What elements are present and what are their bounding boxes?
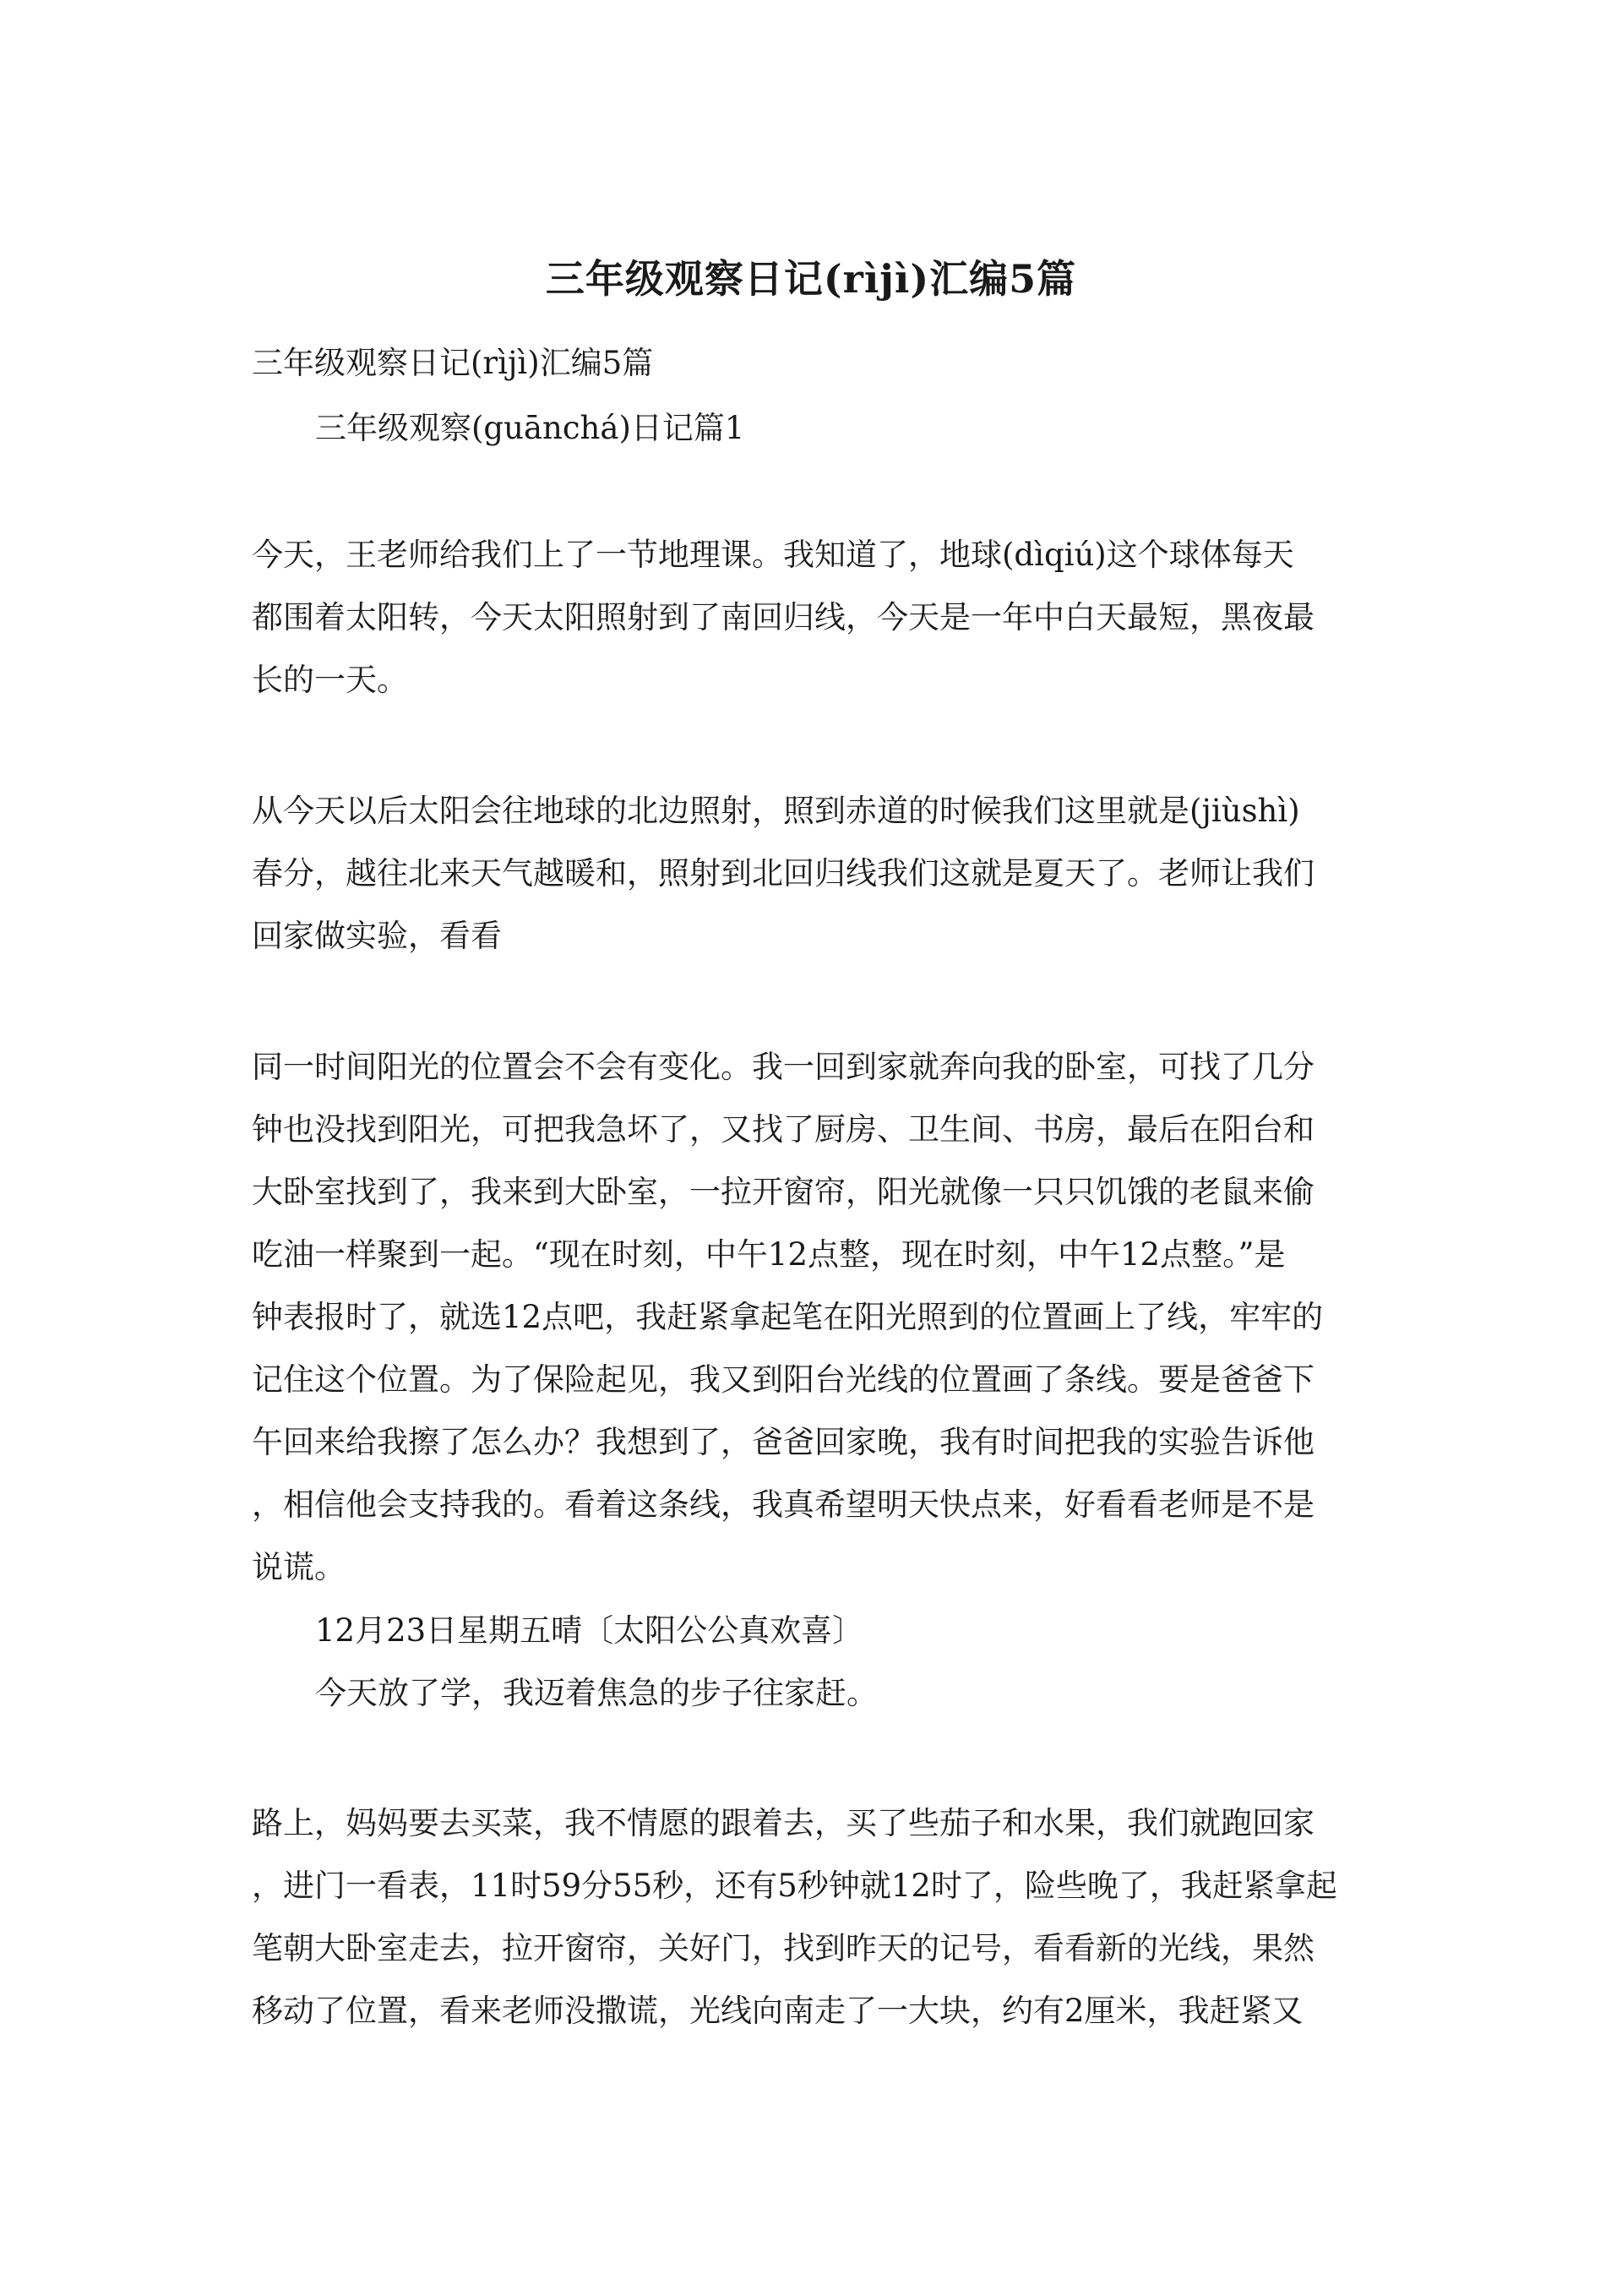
section-heading: 三年级观察(guānchá)日记篇1 (315, 410, 745, 446)
paragraph-line: ，进门一看表，11时59分55秒，还有5秒钟就12时了，险些晚了，我赶紧拿起 (252, 1868, 1337, 1904)
paragraph-line: 午回来给我擦了怎么办？我想到了，爸爸回家晚，我有时间把我的实验告诉他 (252, 1424, 1314, 1460)
paragraph-line: 今天，王老师给我们上了一节地理课。我知道了，地球(dìqiú)这个球体每天 (252, 537, 1294, 573)
paragraph-line: 回家做实验，看看 (252, 918, 502, 954)
paragraph-line: 长的一天。 (252, 662, 408, 698)
document-title: 三年级观察日记(rìjì)汇编5篇 (545, 256, 1077, 302)
paragraph-line: 从今天以后太阳会往地球的北边照射，照到赤道的时候我们这里就是(jiùshì) (252, 793, 1300, 829)
paragraph-line: 春分，越往北来天气越暖和，照射到北回归线我们这就是夏天了。老师让我们 (252, 855, 1314, 892)
paragraph-line: 吃油一样聚到一起。“现在时刻，中午12点整，现在时刻，中午12点整。”是 (252, 1236, 1286, 1273)
paragraph-line: 都围着太阳转，今天太阳照射到了南回归线，今天是一年中白天最短，黑夜最 (252, 599, 1314, 635)
date-line: 12月23日星期五晴〔太阳公公真欢喜〕 (315, 1612, 864, 1649)
paragraph-line: 路上，妈妈要去买菜，我不情愿的跟着去，买了些茄子和水果，我们就跑回家 (252, 1805, 1314, 1841)
document-subtitle: 三年级观察日记(rìjì)汇编5篇 (252, 345, 654, 381)
paragraph-line: 钟表报时了，就选12点吧，我赶紧拿起笔在阳光照到的位置画上了线，牢牢的 (252, 1299, 1324, 1335)
paragraph-line: 大卧室找到了，我来到大卧室，一拉开窗帘，阳光就像一只只饥饿的老鼠来偷 (252, 1174, 1314, 1210)
paragraph-line: ，相信他会支持我的。看着这条线，我真希望明天快点来，好看看老师是不是 (252, 1486, 1314, 1523)
paragraph-line: 同一时间阳光的位置会不会有变化。我一回到家就奔向我的卧室，可找了几分 (252, 1049, 1314, 1085)
paragraph-line: 今天放了学，我迈着焦急的步子往家赶。 (315, 1675, 878, 1711)
paragraph-line: 移动了位置，看来老师没撒谎，光线向南走了一大块，约有2厘米，我赶紧又 (252, 1993, 1304, 2029)
paragraph-line: 笔朝大卧室走去，拉开窗帘，关好门，找到昨天的记号，看看新的光线，果然 (252, 1930, 1314, 1966)
paragraph-line: 钟也没找到阳光，可把我急坏了，又找了厨房、卫生间、书房，最后在阳台和 (252, 1111, 1314, 1148)
paragraph-line: 说谎。 (252, 1549, 346, 1585)
paragraph-line: 记住这个位置。为了保险起见，我又到阳台光线的位置画了条线。要是爸爸下 (252, 1361, 1314, 1398)
